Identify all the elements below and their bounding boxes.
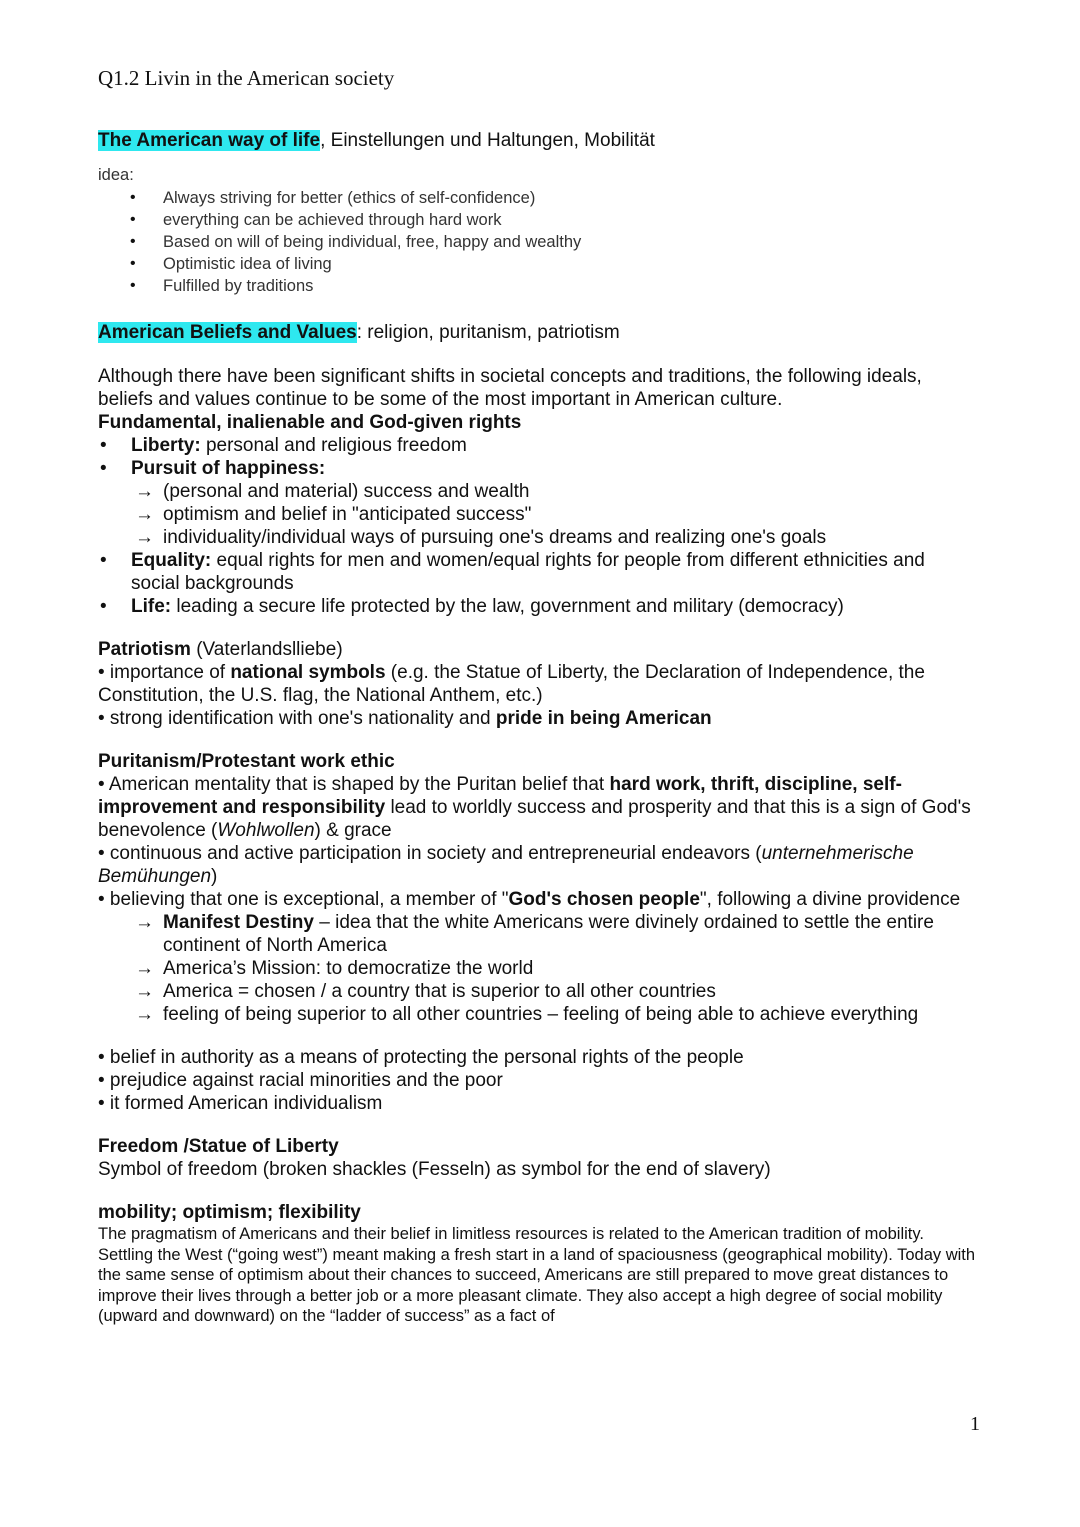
text-run: God's chosen people: [508, 889, 700, 910]
arrow-item: → feeling of being superior to all other countries – feeling of being able to achieve everything: [131, 1003, 978, 1026]
patriotism-line: [98, 707, 978, 730]
list-item: • Optimistic idea of living: [130, 253, 978, 275]
list-item: • Fulfilled by traditions: [130, 275, 978, 297]
text-run: • believing that one is exceptional, a member of ": [98, 889, 509, 910]
arrow-item: → America = chosen / a country that is superior to all other countries: [131, 980, 978, 1003]
pursuit-label: Pursuit of happiness:: [131, 458, 326, 479]
text-run: ", following a divine providence: [699, 889, 961, 910]
life-label: Life:: [131, 596, 172, 617]
text-run: • continuous and active participation in society and entrepreneurial endeavors (: [98, 843, 762, 864]
arrow-item: [131, 911, 978, 957]
text-run: pride in being American: [495, 708, 712, 729]
manifest-text: – idea that the white Americans were divinely ordained to settle the entire continent of North America: [163, 912, 934, 956]
rights-heading: Fundamental, inalienable and God-given rights: [98, 412, 522, 433]
pursuit-list: [98, 480, 978, 549]
section-american-way-heading: [98, 129, 978, 153]
puritanism-heading: Puritanism/Protestant work ethic: [98, 751, 395, 772]
page-number: 1: [970, 1413, 980, 1435]
destiny-list: [98, 911, 978, 1026]
puritanism-para: [98, 888, 978, 911]
equality-text: equal rights for men and women/equal rights for people from different ethnicities and social backgrounds: [131, 550, 925, 594]
text-run: lead to worldly success and prosperity and that this is a sign of God's benevolence (: [98, 797, 971, 841]
life-text: leading a secure life protected by the law, government and military (democracy): [171, 596, 844, 617]
mobility-heading: mobility; optimism; flexibility: [98, 1202, 361, 1223]
heading-suffix: : religion, puritanism, patriotism: [356, 322, 620, 343]
idea-list: [98, 187, 978, 297]
idea-label: idea:: [98, 166, 134, 184]
beliefs-intro: Although there have been significant shifts in societal concepts and traditions, the following ideals, beliefs and values continue to be some of the most important in American culture.: [98, 366, 922, 410]
section-beliefs-heading: [98, 321, 978, 345]
list-item: • everything can be achieved through hard work: [130, 209, 978, 231]
list-item: • Based on will of being individual, free, happy and wealthy: [130, 231, 978, 253]
arrow-item: → America’s Mission: to democratize the world: [131, 957, 978, 980]
list-item: • Always striving for better (ethics of self-confidence): [130, 187, 978, 209]
patriotism-title: Patriotism: [98, 639, 191, 660]
text-run: Wohlwollen: [217, 820, 315, 841]
text-run: • importance of: [98, 662, 231, 683]
heading-suffix: , Einstellungen und Haltungen, Mobilität: [320, 130, 655, 151]
liberty-label: Liberty:: [131, 435, 201, 456]
list-item: [98, 457, 978, 549]
bullet-line: • prejudice against racial minorities and the poor: [98, 1070, 503, 1091]
text-run: unternehmerische Bemühungen: [98, 843, 914, 887]
document-title: Q1.2 Livin in the American society: [98, 66, 395, 90]
text-run: ) & grace: [314, 820, 392, 841]
freedom-heading: Freedom /Statue of Liberty: [98, 1136, 339, 1157]
highlighted-heading: The American way of life: [98, 130, 321, 151]
list-item: [98, 595, 978, 618]
highlighted-heading: American Beliefs and Values: [98, 322, 357, 343]
text-run: (e.g. the Statue of Liberty, the Declaration of Independence, the Constitution, the U.S. flag, the National Anthem, etc.): [98, 662, 925, 706]
patriotism-heading: [98, 638, 978, 661]
text-run: national symbols: [230, 662, 386, 683]
liberty-text: personal and religious freedom: [200, 435, 467, 456]
text-run: ): [211, 866, 218, 887]
equality-label: Equality:: [131, 550, 212, 571]
arrow-item: → optimism and belief in "anticipated success": [131, 503, 978, 526]
rights-list: [98, 434, 978, 618]
puritanism-para: [98, 842, 978, 888]
text-run: hard work, thrift, discipline, self-improvement and responsibility: [98, 774, 902, 818]
patriotism-line: [98, 661, 978, 707]
arrow-item: → (personal and material) success and wealth: [131, 480, 978, 503]
mobility-text: The pragmatism of Americans and their belief in limitless resources is related to the American tradition of mobility. Settling the West (“going west”) meant making a fresh start in a land of spaciousness (geographical mobility). Today with the same sense of optimism about their chances to succeed, Americans are still prepared to move great distances to improve their lives through a better job or a more pleasant climate. They also accept a high degree of social mobility (upward and downward) on the “ladder of success” as a fact of: [98, 1225, 976, 1325]
text-run: • strong identification with one's nationality and: [98, 708, 496, 729]
arrow-item: → individuality/individual ways of pursuing one's dreams and realizing one's goals: [131, 526, 978, 549]
puritanism-para: [98, 773, 978, 842]
text-run: • American mentality that is shaped by the Puritan belief that: [98, 774, 610, 795]
bullet-line: • belief in authority as a means of protecting the personal rights of the people: [98, 1047, 744, 1068]
patriotism-subtitle: (Vaterlandslliebe): [190, 639, 343, 660]
list-item: [98, 549, 978, 595]
freedom-text: Symbol of freedom (broken shackles (Fesseln) as symbol for the end of slavery): [98, 1159, 771, 1180]
list-item: [98, 434, 978, 457]
bullet-line: • it formed American individualism: [98, 1093, 383, 1114]
document-page: [98, 66, 978, 1327]
manifest-label: Manifest Destiny: [163, 912, 314, 933]
